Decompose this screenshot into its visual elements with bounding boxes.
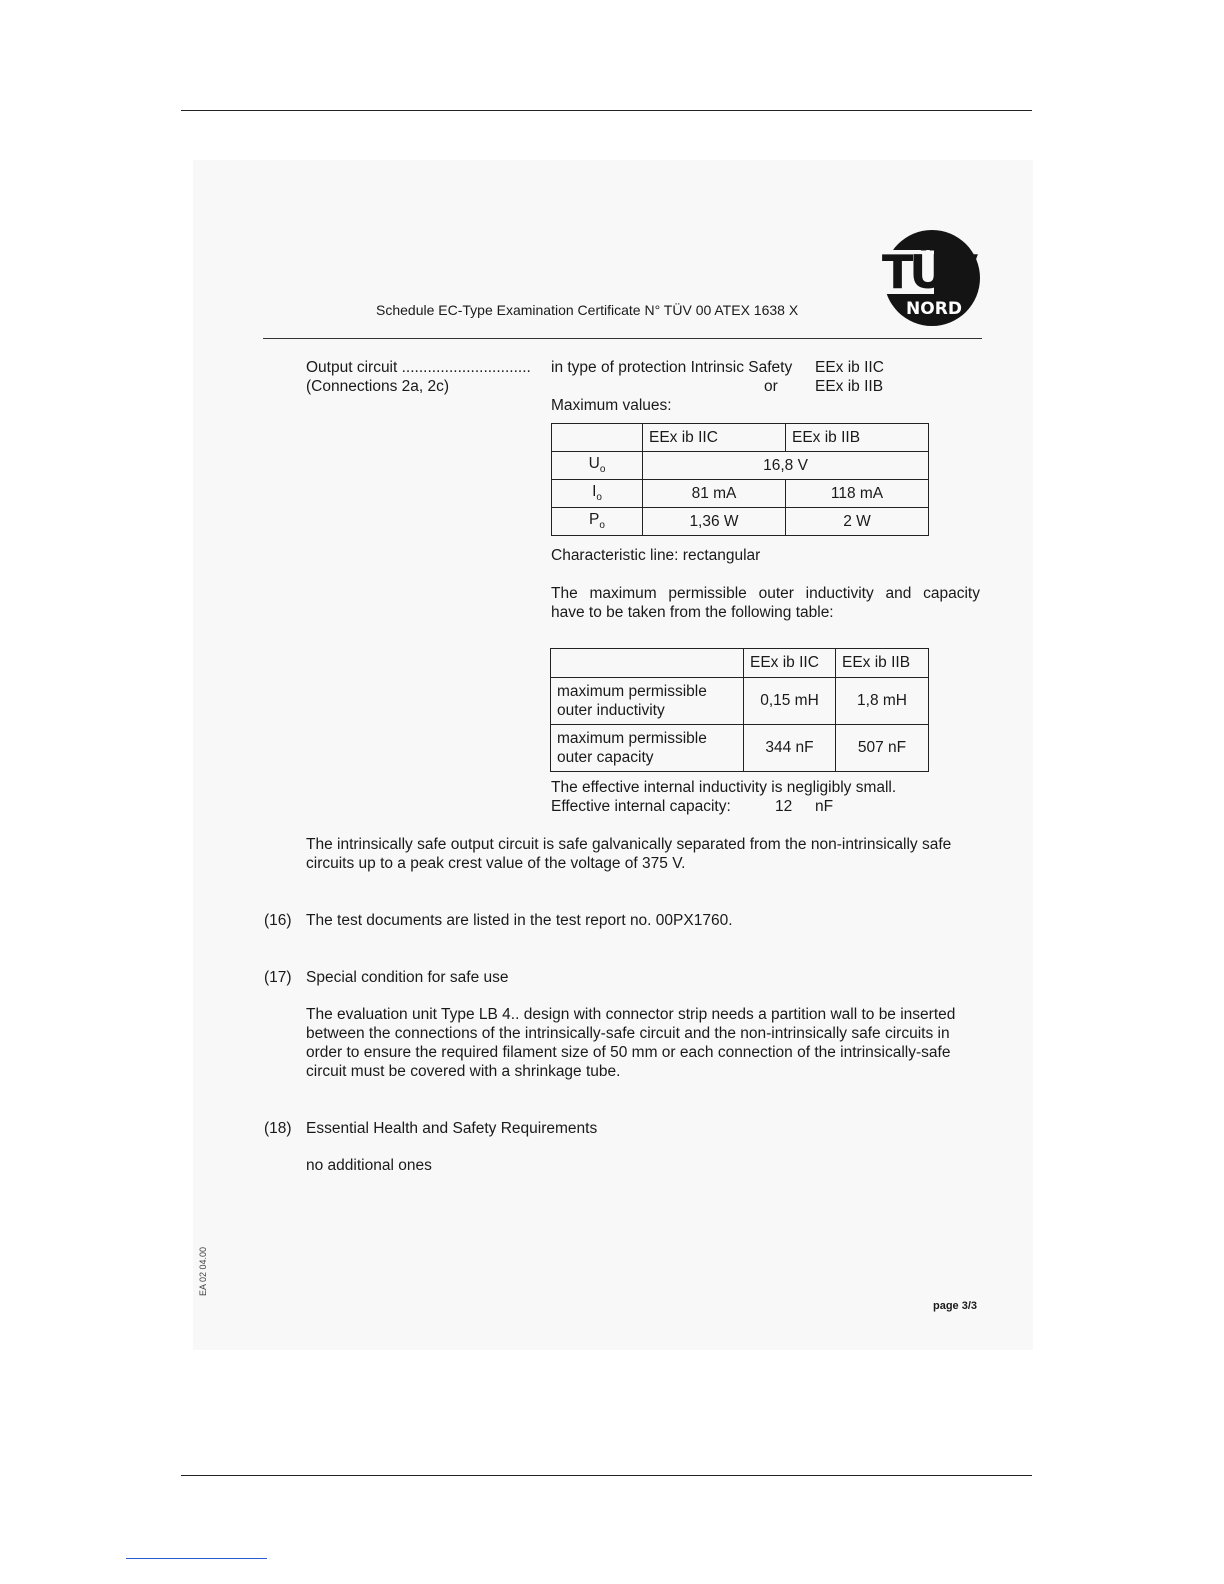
value-cell: 1,36 W bbox=[643, 508, 786, 536]
value-cell: 81 mA bbox=[643, 480, 786, 508]
section-17-body-line: between the connections of the intrinsically-safe circuit and the non-intrinsically safe circuits in bbox=[306, 1025, 950, 1042]
section-17-number: (17) bbox=[264, 969, 292, 986]
section-17-body-line: The evaluation unit Type LB 4.. design with connector strip needs a partition wall to be inserted bbox=[306, 1006, 956, 1023]
table-row bbox=[551, 678, 929, 725]
section-17-body-line: order to ensure the required filament size of 50 mm or each connection of the intrinsically-safe bbox=[306, 1044, 951, 1061]
bottom-page-rule bbox=[181, 1475, 1032, 1476]
characteristic-line: Characteristic line: rectangular bbox=[551, 547, 761, 564]
table-header-cell bbox=[552, 424, 643, 452]
or-text: or bbox=[764, 378, 778, 395]
table-header-row bbox=[552, 424, 929, 452]
logo-nord-text: NORD bbox=[906, 299, 962, 319]
section-17-body-line: circuit must be covered with a shrinkage tube. bbox=[306, 1063, 621, 1080]
certificate-title: Schedule EC-Type Examination Certificate N° TÜV 00 ATEX 1638 X bbox=[376, 302, 799, 318]
value-cell: 118 mA bbox=[786, 480, 929, 508]
protection-class-iic: EEx ib IIC bbox=[815, 359, 884, 376]
table-header-cell bbox=[551, 649, 744, 678]
maximum-values-label: Maximum values: bbox=[551, 397, 672, 414]
tuv-nord-logo bbox=[876, 230, 984, 330]
header-rule bbox=[263, 338, 982, 339]
connections-label: (Connections 2a, 2c) bbox=[306, 378, 450, 395]
value-cell: 1,8 mH bbox=[836, 678, 929, 725]
output-circuit-label: Output circuit .............................. bbox=[306, 359, 531, 376]
internal-capacity-label: Effective internal capacity: bbox=[551, 798, 731, 815]
table-header-cell: EEx ib IIC bbox=[744, 649, 836, 678]
section-18-title: Essential Health and Safety Requirements bbox=[306, 1120, 598, 1137]
table-row bbox=[551, 725, 929, 772]
permissible-intro-line-1: The maximum permissible outer inductivity and capacity bbox=[551, 585, 980, 602]
form-side-code: EA 02 04.00 bbox=[198, 1246, 208, 1296]
symbol-cell: $I_o$ bbox=[552, 480, 643, 508]
table-row bbox=[552, 508, 929, 536]
symbol-cell: $P_o$ bbox=[552, 508, 643, 536]
page-number: page 3/3 bbox=[933, 1300, 978, 1312]
value-cell: 2 W bbox=[786, 508, 929, 536]
table-header-row bbox=[551, 649, 929, 678]
table-header-cell: EEx ib IIC bbox=[643, 424, 786, 452]
section-18-number: (18) bbox=[264, 1120, 292, 1137]
logo-tuv-text: TÜV bbox=[881, 245, 975, 299]
symbol-cell: $U_o$ bbox=[552, 452, 643, 480]
protection-text: in type of protection Intrinsic Safety bbox=[551, 359, 793, 376]
internal-inductivity-text: The effective internal inductivity is negligibly small. bbox=[551, 779, 897, 796]
separation-line-1: The intrinsically safe output circuit is safe galvanically separated from the non-intrinsically safe bbox=[306, 836, 952, 853]
permissible-intro-line-2: have to be taken from the following table: bbox=[551, 604, 834, 621]
row-label-cell: maximum permissible outer capacity bbox=[551, 725, 744, 772]
section-16-text: The test documents are listed in the test report no. 00PX1760. bbox=[306, 912, 733, 929]
internal-capacity-unit: nF bbox=[815, 798, 834, 815]
value-cell: 0,15 mH bbox=[744, 678, 836, 725]
table-row bbox=[552, 452, 929, 480]
row-label-cell: maximum permissible outer inductivity bbox=[551, 678, 744, 725]
footer-link-underline bbox=[126, 1558, 267, 1559]
section-16-number: (16) bbox=[264, 912, 292, 929]
outer-values-table bbox=[550, 648, 929, 772]
maximum-values-table bbox=[551, 423, 929, 536]
table-header-cell: EEx ib IIB bbox=[836, 649, 929, 678]
section-18-body: no additional ones bbox=[306, 1157, 432, 1174]
protection-class-iib: EEx ib IIB bbox=[815, 378, 884, 395]
value-cell: 16,8 V bbox=[643, 452, 929, 480]
value-cell: 344 nF bbox=[744, 725, 836, 772]
separation-line-2: circuits up to a peak crest value of the voltage of 375 V. bbox=[306, 855, 686, 872]
internal-capacity-value: 12 bbox=[775, 798, 793, 815]
section-17-title: Special condition for safe use bbox=[306, 969, 509, 986]
table-row bbox=[552, 480, 929, 508]
top-page-rule bbox=[181, 110, 1032, 111]
value-cell: 507 nF bbox=[836, 725, 929, 772]
table-header-cell: EEx ib IIB bbox=[786, 424, 929, 452]
